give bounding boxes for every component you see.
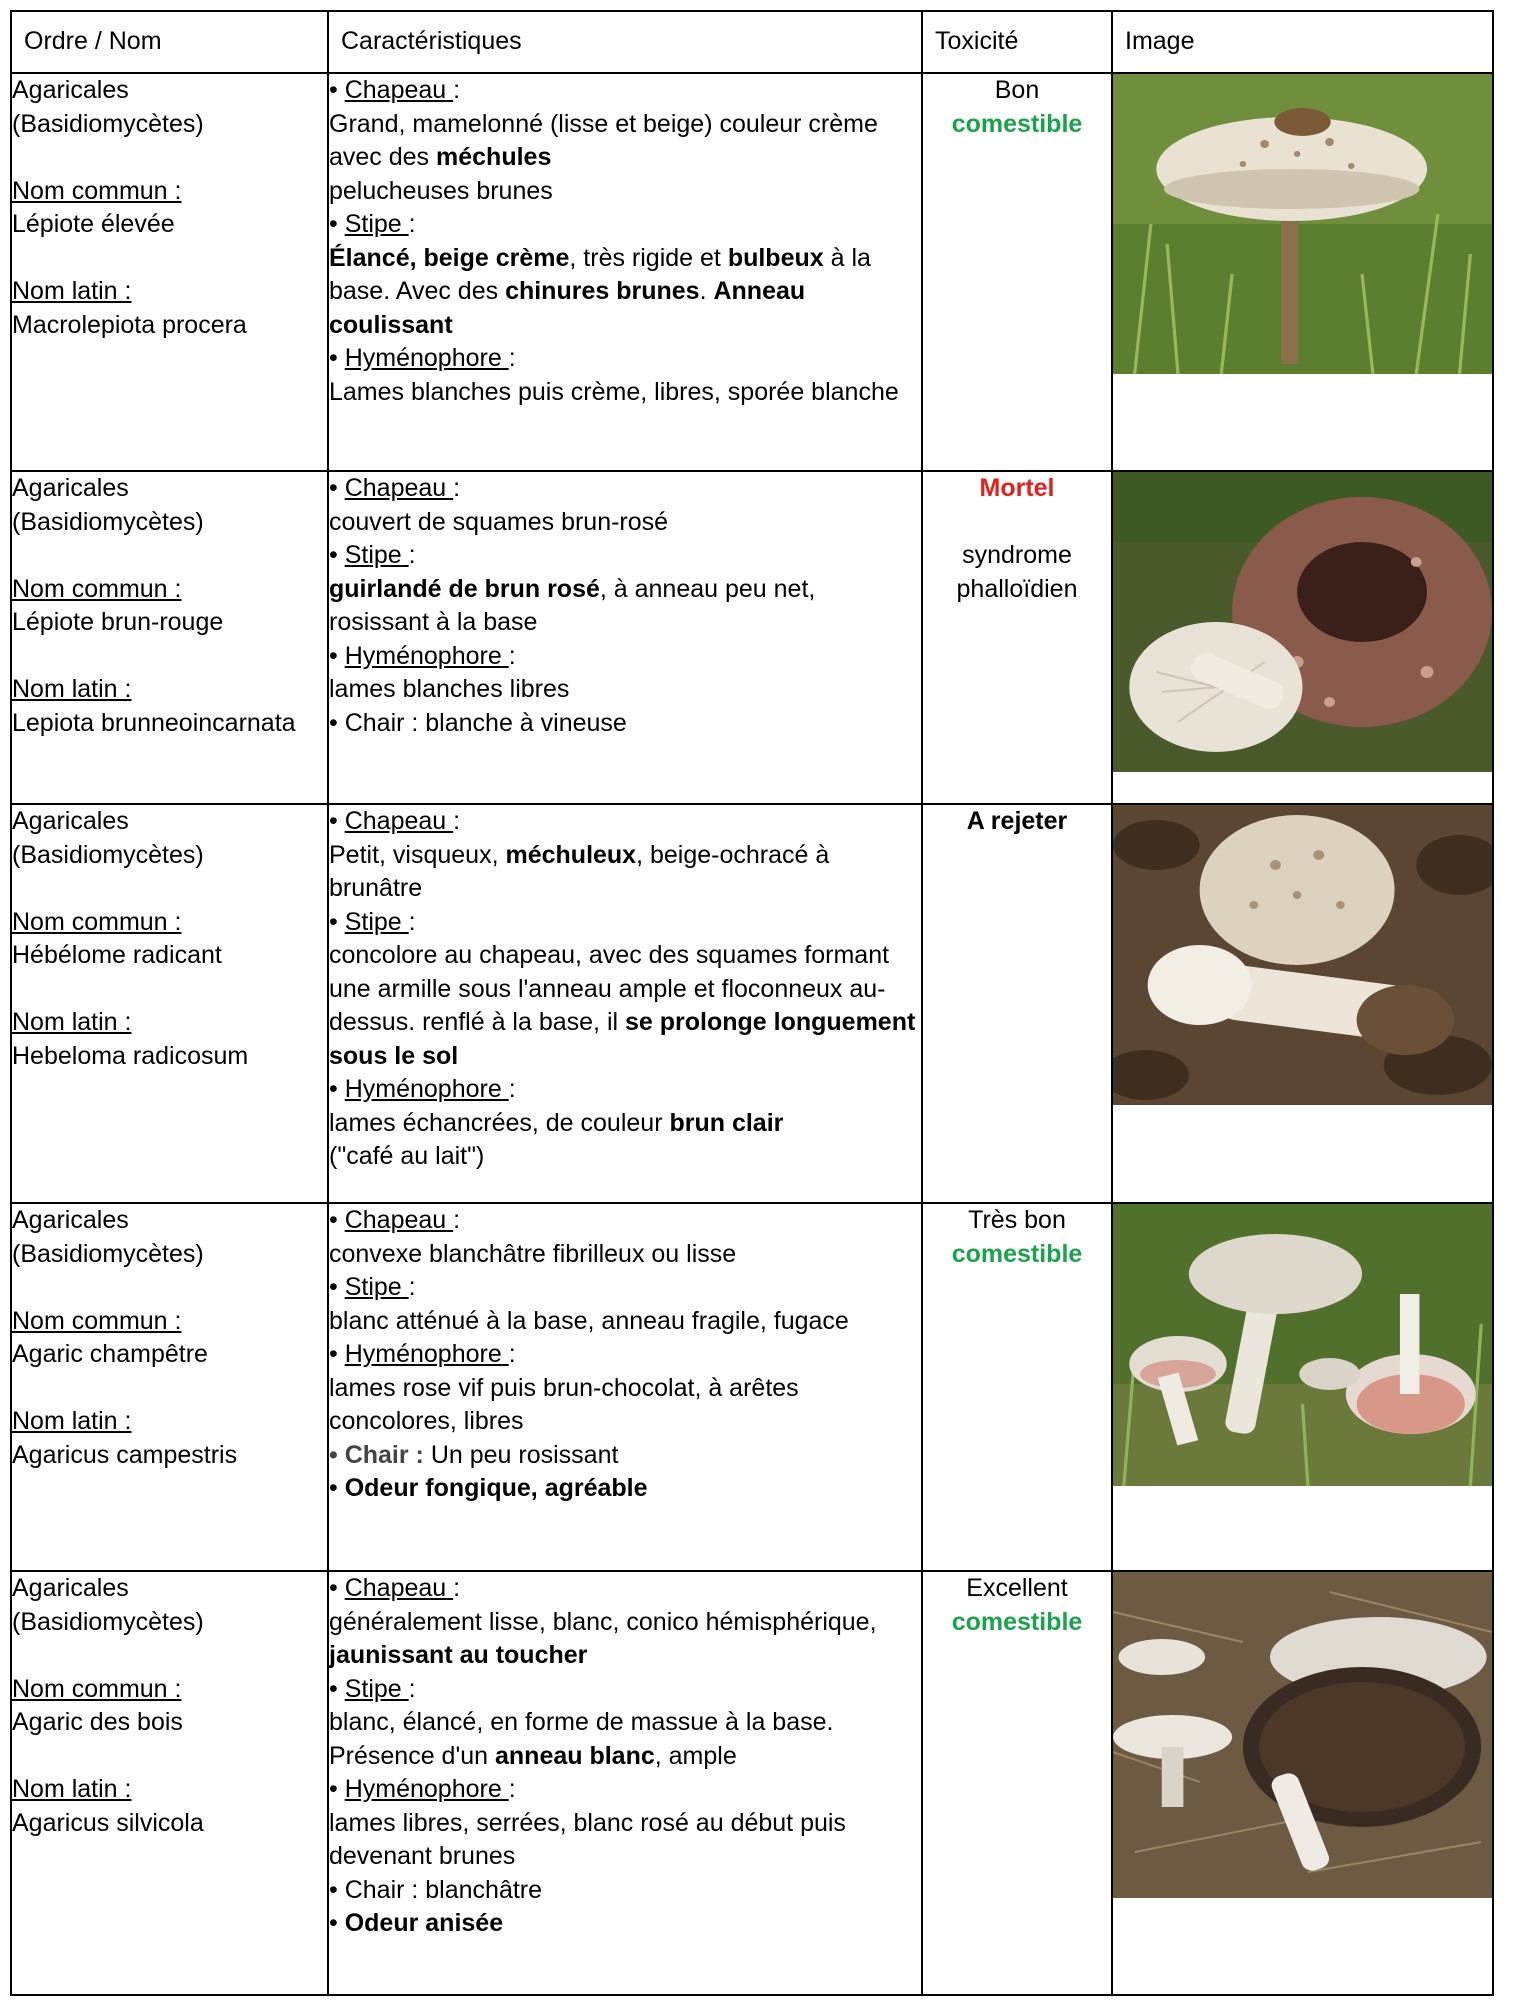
toxicity-deadly: Mortel bbox=[979, 474, 1055, 502]
common-name-label: Nom commun : bbox=[12, 1674, 182, 1703]
latin-name: Agaricus silvicola bbox=[12, 1808, 204, 1837]
toxicity-cell bbox=[922, 471, 1112, 804]
header-image: Image bbox=[1112, 11, 1493, 73]
latin-name-label: Nom latin : bbox=[12, 675, 132, 703]
toxicity-rating: Très bon bbox=[968, 1206, 1066, 1234]
table-row bbox=[11, 1571, 1493, 1995]
mushroom-photo bbox=[1113, 472, 1492, 772]
toxicity-cell bbox=[922, 1571, 1112, 1995]
hymenophore-text: Lames blanches puis crème, libres, sporée blanche bbox=[329, 377, 899, 406]
stipe-text: guirlandé de brun rosé, à anneau peu net, rosissant à la base bbox=[329, 574, 816, 636]
image-cell bbox=[1112, 804, 1493, 1203]
toxicity-cell bbox=[922, 1203, 1112, 1571]
image-cell bbox=[1112, 1571, 1493, 1995]
hymenophore-text: lames échancrées, de couleur brun clair bbox=[329, 1108, 784, 1137]
image-cell bbox=[1112, 471, 1493, 804]
toxicity-rating: Excellent bbox=[966, 1574, 1068, 1602]
chapeau-heading: • Chapeau : bbox=[329, 474, 461, 502]
latin-name: Macrolepiota procera bbox=[12, 310, 247, 339]
common-name: Lépiote brun-rouge bbox=[12, 608, 224, 636]
common-name-label: Nom commun : bbox=[12, 574, 182, 603]
chair-text: • Chair : blanche à vineuse bbox=[329, 708, 627, 737]
order: Agaricales bbox=[12, 474, 129, 502]
stipe-text: Élancé, beige crème, très rigide et bulbeux à la base. Avec des chinures brunes. Anneau coulissant bbox=[329, 243, 871, 339]
chapeau-heading: • Chapeau : bbox=[329, 807, 461, 835]
chapeau-text: Grand, mamelonné (lisse et beige) couleur crème avec des méchules bbox=[329, 109, 878, 171]
hymenophore-heading: • Hyménophore : bbox=[329, 344, 516, 372]
header-name: Ordre / Nom bbox=[11, 11, 328, 73]
chapeau-heading: • Chapeau : bbox=[329, 76, 461, 104]
chapeau-heading: • Chapeau : bbox=[329, 1574, 461, 1602]
chapeau-text: Petit, visqueux, méchuleux, beige-ochracé à brunâtre bbox=[329, 840, 830, 902]
name-cell bbox=[11, 73, 328, 471]
stipe-heading: • Stipe : bbox=[329, 1273, 416, 1301]
chair-text: • Chair : blanchâtre bbox=[329, 1875, 543, 1904]
latin-name-label: Nom latin : bbox=[12, 1775, 132, 1803]
characteristics-cell bbox=[328, 471, 922, 804]
image-cell bbox=[1112, 73, 1493, 471]
mushroom-photo bbox=[1113, 1204, 1492, 1486]
latin-name: Agaricus campestris bbox=[12, 1440, 238, 1469]
latin-name: Hebeloma radicosum bbox=[12, 1041, 249, 1070]
division: (Basidiomycètes) bbox=[12, 109, 204, 138]
hymenophore-text: lames libres, serrées, blanc rosé au début puis devenant brunes bbox=[329, 1808, 846, 1870]
toxicity-rating: Bon bbox=[994, 76, 1040, 104]
order: Agaricales bbox=[12, 1206, 129, 1234]
toxicity-edible: comestible bbox=[951, 1607, 1083, 1636]
mushroom-photo bbox=[1113, 1572, 1492, 1898]
latin-name-label: Nom latin : bbox=[12, 1407, 132, 1435]
common-name-label: Nom commun : bbox=[12, 176, 182, 205]
order: Agaricales bbox=[12, 76, 129, 104]
stipe-text: concolore au chapeau, avec des squames formant une armille sous l'anneau ample et floconneux au-dessus. renflé à la base, il se prolonge longuement sous le sol bbox=[329, 941, 916, 1070]
chapeau-heading: • Chapeau : bbox=[329, 1206, 461, 1234]
division: (Basidiomycètes) bbox=[12, 507, 204, 536]
latin-name-label: Nom latin : bbox=[12, 1008, 132, 1036]
order: Agaricales bbox=[12, 1574, 129, 1602]
hymenophore-heading: • Hyménophore : bbox=[329, 1340, 516, 1368]
common-name-label: Nom commun : bbox=[12, 1306, 182, 1335]
chapeau-text-2: pelucheuses brunes bbox=[329, 176, 553, 205]
division: (Basidiomycètes) bbox=[12, 1239, 204, 1268]
document bbox=[10, 10, 1494, 1996]
name-cell bbox=[11, 1571, 328, 1995]
common-name-label: Nom commun : bbox=[12, 907, 182, 936]
division: (Basidiomycètes) bbox=[12, 1607, 204, 1636]
hymenophore-heading: • Hyménophore : bbox=[329, 641, 516, 670]
toxicity-cell bbox=[922, 73, 1112, 471]
hymenophore-text-2: ("café au lait") bbox=[329, 1142, 485, 1170]
table-row bbox=[11, 73, 1493, 471]
toxicity-edible: comestible bbox=[951, 1239, 1083, 1268]
toxicity-reject: A rejeter bbox=[966, 807, 1068, 835]
toxicity-cell bbox=[922, 804, 1112, 1203]
characteristics-cell bbox=[328, 804, 922, 1203]
table-row bbox=[11, 471, 1493, 804]
name-cell bbox=[11, 804, 328, 1203]
chapeau-text: couvert de squames brun-rosé bbox=[329, 507, 669, 536]
name-cell bbox=[11, 471, 328, 804]
stipe-text: blanc atténué à la base, anneau fragile, fugace bbox=[329, 1306, 849, 1335]
header-row bbox=[11, 11, 1493, 73]
common-name: Hébélome radicant bbox=[12, 941, 222, 969]
odeur-text: • Odeur fongique, agréable bbox=[329, 1474, 648, 1502]
image-cell bbox=[1112, 1203, 1493, 1571]
name-cell bbox=[11, 1203, 328, 1571]
chapeau-text: convexe blanchâtre fibrilleux ou lisse bbox=[329, 1239, 737, 1268]
stipe-heading: • Stipe : bbox=[329, 1674, 416, 1703]
mushroom-table bbox=[10, 10, 1494, 1996]
common-name: Lépiote élevée bbox=[12, 210, 175, 238]
mushroom-photo bbox=[1113, 74, 1492, 374]
header-toxicity: Toxicité bbox=[922, 11, 1112, 73]
hymenophore-text: lames blanches libres bbox=[329, 675, 570, 703]
characteristics-cell bbox=[328, 1571, 922, 1995]
stipe-text: blanc, élancé, en forme de massue à la base. Présence d'un anneau blanc, ample bbox=[329, 1708, 834, 1770]
hymenophore-heading: • Hyménophore : bbox=[329, 1775, 516, 1803]
stipe-heading: • Stipe : bbox=[329, 210, 416, 238]
common-name: Agaric des bois bbox=[12, 1708, 183, 1736]
hymenophore-text: lames rose vif puis brun-chocolat, à arêtes concolores, libres bbox=[329, 1373, 799, 1435]
latin-name-label: Nom latin : bbox=[12, 277, 132, 305]
toxicity-edible: comestible bbox=[951, 109, 1083, 138]
chapeau-text: généralement lisse, blanc, conico hémisphérique, jaunissant au toucher bbox=[329, 1607, 877, 1669]
hymenophore-heading: • Hyménophore : bbox=[329, 1075, 516, 1103]
table-row bbox=[11, 804, 1493, 1203]
mushroom-photo bbox=[1113, 805, 1492, 1105]
common-name: Agaric champêtre bbox=[12, 1340, 208, 1368]
odeur-text: • Odeur anisée bbox=[329, 1909, 504, 1937]
stipe-heading: • Stipe : bbox=[329, 907, 416, 936]
order: Agaricales bbox=[12, 807, 129, 835]
division: (Basidiomycètes) bbox=[12, 840, 204, 869]
characteristics-cell bbox=[328, 1203, 922, 1571]
toxicity-syndrome: syndrome phalloïdien bbox=[956, 541, 1078, 603]
characteristics-cell bbox=[328, 73, 922, 471]
table-row bbox=[11, 1203, 1493, 1571]
latin-name: Lepiota brunneoincarnata bbox=[12, 708, 296, 737]
chair-text: • Chair : Un peu rosissant bbox=[329, 1440, 619, 1469]
stipe-heading: • Stipe : bbox=[329, 541, 416, 569]
header-characteristics: Caractéristiques bbox=[328, 11, 922, 73]
